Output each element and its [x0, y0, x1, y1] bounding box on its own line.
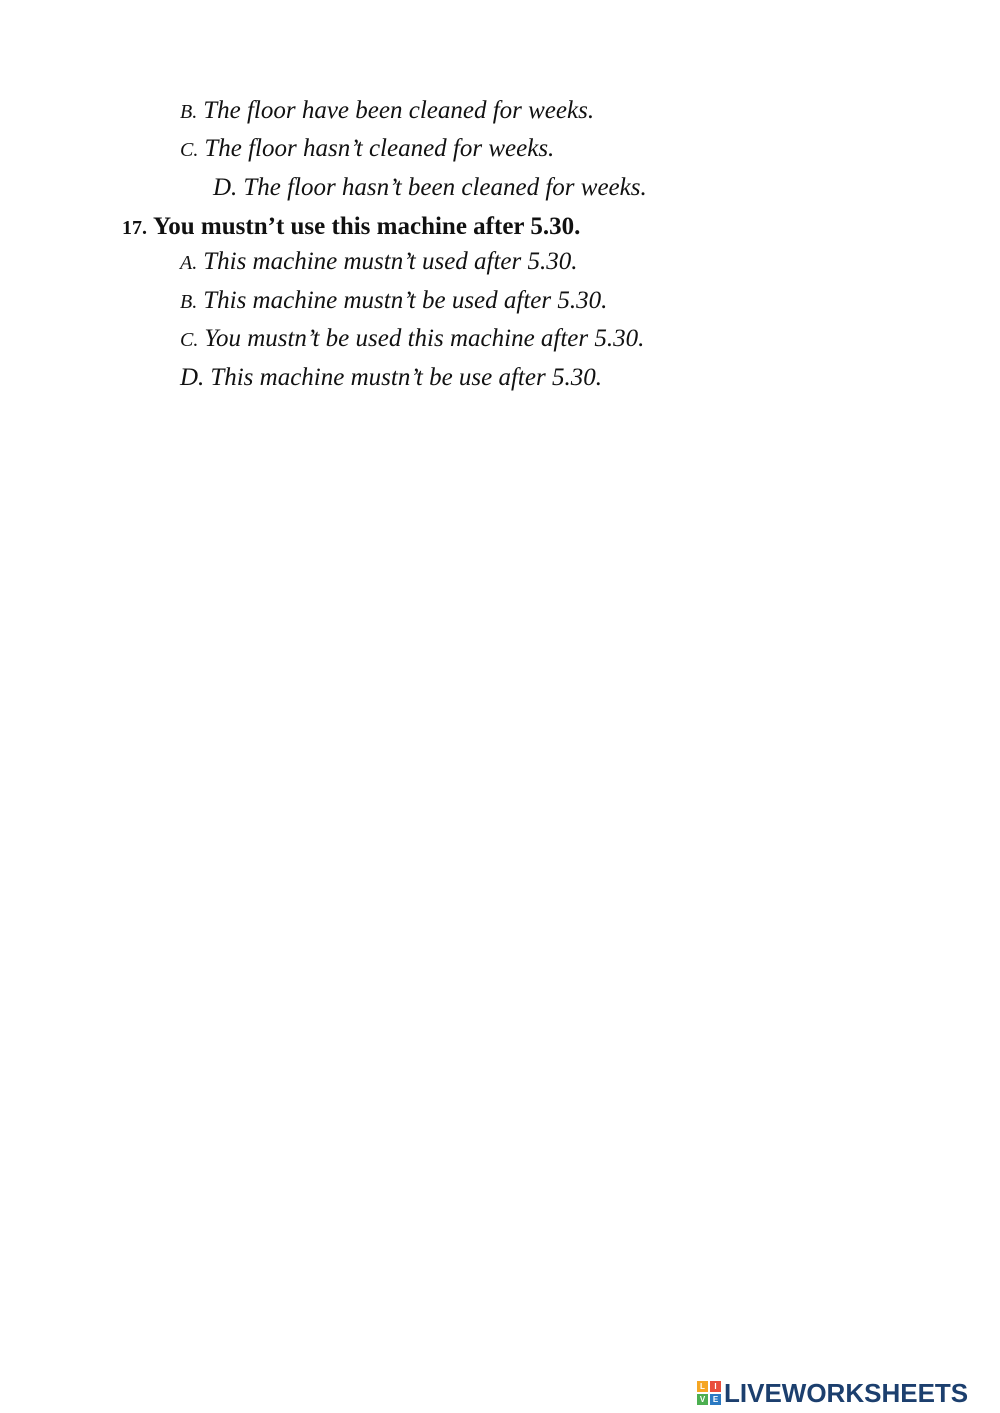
option-letter: C.: [180, 139, 199, 161]
question-text: You mustn’t use this machine after 5.30.: [153, 213, 581, 240]
option-d-prev: [213, 173, 647, 203]
option-b-prev: [180, 96, 594, 127]
option-c-prev: [180, 134, 554, 165]
option-letter: B.: [180, 291, 198, 313]
option-text: This machine mustn’t used after 5.30.: [203, 248, 578, 275]
option-text: The floor hasn’t cleaned for weeks.: [204, 135, 555, 162]
logo-cell-l: L: [697, 1381, 708, 1392]
option-b: [180, 286, 607, 317]
liveworksheets-logo: [697, 1378, 968, 1408]
option-text: You mustn’t be used this machine after 5.30.: [204, 325, 645, 352]
question-number: 17.: [122, 217, 147, 239]
question-17: [122, 212, 580, 243]
option-letter: B.: [180, 101, 198, 123]
option-text: The floor hasn’t been cleaned for weeks.: [243, 174, 647, 201]
option-a: [180, 247, 578, 278]
option-letter: C.: [180, 329, 199, 351]
option-c: [180, 324, 644, 355]
option-letter: D.: [213, 174, 238, 201]
logo-cell-e: E: [710, 1394, 721, 1405]
option-letter: D.: [180, 364, 205, 391]
option-letter: A.: [180, 252, 198, 274]
logo-icon: [697, 1381, 721, 1405]
logo-wordmark: LIVEWORKSHEETS: [724, 1377, 969, 1408]
option-text: This machine mustn’t be used after 5.30.: [203, 287, 608, 314]
option-text: The floor have been cleaned for weeks.: [203, 97, 595, 124]
option-d: [180, 363, 602, 393]
logo-cell-i: I: [710, 1381, 721, 1392]
option-text: This machine mustn’t be use after 5.30.: [210, 364, 602, 391]
logo-cell-v: V: [697, 1394, 708, 1405]
